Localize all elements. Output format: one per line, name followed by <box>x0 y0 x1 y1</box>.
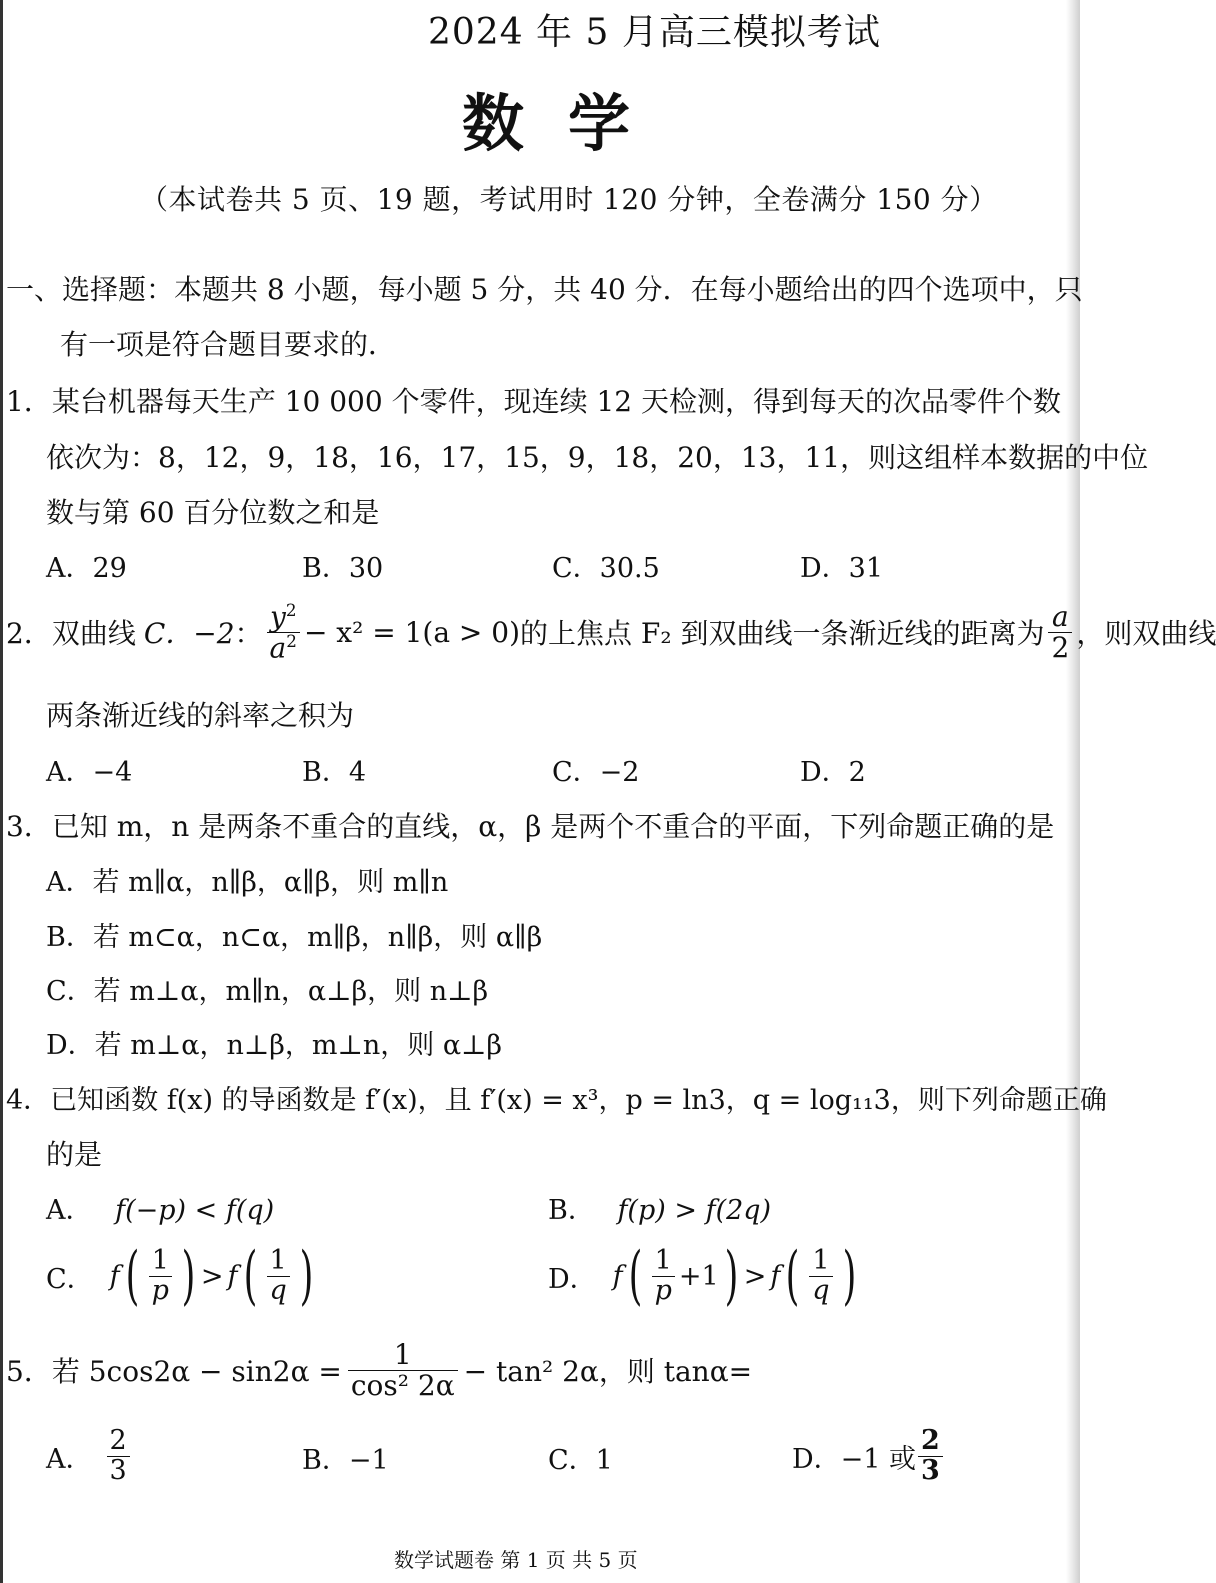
q5-option-c: C．1 <box>548 1445 613 1476</box>
q4-option-a <box>46 1188 274 1227</box>
q3-option-d: D．若 m⊥α，n⊥β，m⊥n，则 α⊥β <box>46 1030 503 1061</box>
section-heading: 一、选择题：本题共 8 小题，每小题 5 分，共 40 分．在每小题给出的四个选项中，只 <box>6 273 1083 306</box>
q4-c-frac1-num: 1 <box>151 1245 169 1277</box>
q4-option-a-expr: f(−p) < f(q) <box>115 1195 275 1226</box>
section-heading-cont: 有一项是符合题目要求的． <box>60 328 397 361</box>
q4-c-frac1-den: p <box>149 1276 172 1305</box>
q4-d-f1: f <box>612 1260 623 1292</box>
q2-curve-name: C．−2 <box>143 617 235 651</box>
q4-d-plus1: +1 <box>678 1260 719 1292</box>
q4-c-frac1 <box>149 1247 172 1305</box>
q4-c-gt: > <box>200 1260 224 1292</box>
page-footer: 数学试题卷 第 1 页 共 5 页 <box>394 1548 638 1572</box>
q4-option-b-expr: f(p) > f(2q) <box>617 1195 772 1226</box>
q2-frac-num: a <box>1052 600 1069 634</box>
exam-title: 2024 年 5 月高三模拟考试 <box>428 12 881 53</box>
q4-d-frac1-num: 1 <box>654 1245 672 1277</box>
q4-line1: 4．已知函数 f(x) 的导函数是 f′(x)，且 f′(x) = x³，p = ln3，q = log₁₁3，则下列命题正确 <box>6 1085 1107 1116</box>
q1-option-d: D．31 <box>800 553 884 584</box>
q5-option-a <box>46 1420 134 1492</box>
q5-option-a-label: A． <box>46 1443 93 1475</box>
q5-frac-den: cos² 2α <box>348 1370 458 1400</box>
q5-option-d-label: D．−1 或 <box>792 1443 917 1475</box>
q4-option-c-label: C． <box>46 1263 94 1295</box>
q5-d-num: 2 <box>921 1425 940 1457</box>
q2-option-c: C．−2 <box>552 757 640 788</box>
q2-line2: 两条渐近线的斜率之积为 <box>46 699 355 732</box>
q2-option-b: B．4 <box>302 757 367 788</box>
q2-equation-rest: − x² = 1(a > 0) <box>303 615 521 649</box>
q2-mid: 的上焦点 F₂ 到双曲线一条渐近线的距离为 <box>520 617 1045 651</box>
q2-fraction-y2-a2: $\frac{y^2}{a^2}$ <box>267 602 300 662</box>
q4-d-gt: > <box>743 1260 767 1292</box>
q4-d-frac2 <box>809 1247 832 1305</box>
q1-line1: 1．某台机器每天生产 10 000 个零件，现连续 12 天检测，得到每天的次品零件个数 <box>6 385 1062 418</box>
q4-d-frac1-den: p <box>652 1276 675 1305</box>
q2-tail: ，则双曲线 <box>1076 617 1216 651</box>
q5-a-num: 2 <box>109 1425 127 1457</box>
q5-fraction <box>348 1340 458 1400</box>
q5-option-d-frac <box>918 1427 943 1485</box>
q4-option-d: D． f ( $\frac{1}{p}$ +1 ) > f ( $\frac{1}{q}$ ) <box>548 1239 856 1313</box>
q2-frac-den: 2 <box>1048 632 1072 662</box>
q4-option-c: C． f ( $\frac{1}{p}$ ) > f ( $\frac{1}{q}$ ) <box>46 1239 314 1313</box>
q2-line1 <box>6 600 1216 665</box>
exam-note: （本试卷共 5 页、19 题，考试用时 120 分钟，全卷满分 150 分） <box>140 183 998 216</box>
q5-option-d <box>792 1420 947 1492</box>
q4-d-frac2-den: q <box>809 1276 832 1305</box>
q4-d-f2: f <box>770 1260 781 1292</box>
q3-option-b: B．若 m⊂α，n⊂α，m∥β，n∥β，则 α∥β <box>46 922 543 953</box>
q2-colon: ： <box>234 617 263 651</box>
q4-option-d-label: D． <box>548 1263 597 1295</box>
q1-option-a: A．29 <box>46 553 127 584</box>
q2-number: 2．双曲线 <box>6 617 136 651</box>
q4-c-frac2 <box>267 1247 290 1305</box>
q5-pre: 5．若 5cos2α − sin2α = <box>6 1355 342 1388</box>
q2-option-a: A．−4 <box>46 757 133 788</box>
q4-option-b <box>548 1188 771 1227</box>
q1-line2: 依次为：8，12，9，18，16，17，15，9，18，20，13，11，则这组样本数据的中位 <box>46 441 1149 474</box>
q3-option-a: A．若 m∥α，n∥β，α∥β，则 m∥n <box>46 867 449 898</box>
q5-post: − tan² 2α，则 tanα= <box>463 1355 753 1388</box>
q2-option-d: D．2 <box>800 757 866 788</box>
q1-option-c: C．30.5 <box>552 553 660 584</box>
q4-c-f1: f <box>109 1260 120 1292</box>
page-left-edge <box>0 0 3 1583</box>
q4-line2: 的是 <box>46 1138 103 1171</box>
q1-line3: 数与第 60 百分位数之和是 <box>46 496 380 529</box>
q5-option-b: B．−1 <box>302 1445 389 1476</box>
q2-y: y <box>269 600 286 634</box>
q5-option-a-frac <box>107 1427 130 1485</box>
q1-option-b: B．30 <box>302 553 384 584</box>
q4-d-frac1 <box>652 1247 675 1305</box>
q3-line1: 3．已知 m，n 是两条不重合的直线，α，β 是两个不重合的平面，下列命题正确的是 <box>6 810 1055 843</box>
q3-option-c: C．若 m⊥α，m∥n，α⊥β，则 n⊥β <box>46 976 489 1007</box>
q4-c-frac2-den: q <box>267 1276 290 1305</box>
q4-d-frac2-num: 1 <box>812 1245 830 1277</box>
q4-option-b-label: B． <box>548 1195 595 1226</box>
q5-frac-num: 1 <box>393 1338 412 1372</box>
subject-title: 数学 <box>462 87 675 160</box>
q4-c-f2: f <box>227 1260 238 1292</box>
q5-d-den: 3 <box>918 1456 943 1485</box>
q5-a-den: 3 <box>107 1456 130 1485</box>
q4-c-frac2-num: 1 <box>269 1245 287 1277</box>
q2-a: a <box>269 631 287 665</box>
page-right-shadow <box>1066 0 1080 1583</box>
q5-line1 <box>6 1334 752 1406</box>
q4-option-a-label: A． <box>46 1195 93 1226</box>
q2-fraction-a-2 <box>1048 602 1072 662</box>
